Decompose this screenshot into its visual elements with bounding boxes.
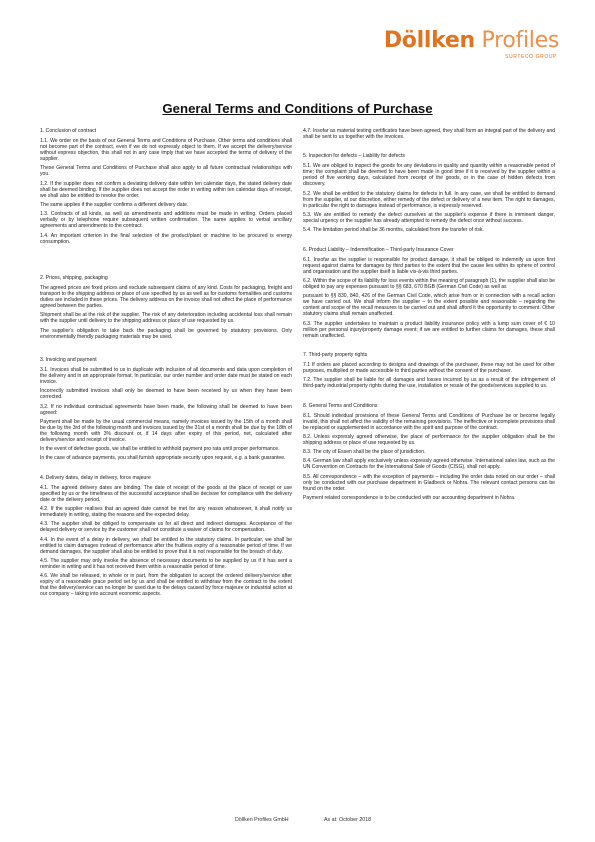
paragraph: 7.2. The supplier shall be liable for all damages and losses incurred by us as a result of the infringement of third-party industrial property rights during the use, installation or resale of the goods/services supplied to us. bbox=[303, 377, 555, 390]
paragraph: Payment related correspondence is to be conducted with our accounting department in Nohra. bbox=[303, 495, 516, 502]
paragraph: 6.1. Insofar as the supplier is responsible for product damage, it shall be obliged to indemnify us upon first request against claims for damages by third parties to the extent that the cause lies within its sphere of control and organisation and the supplier itself is liable vis-à-vis third parties. bbox=[303, 256, 555, 275]
paragraph: Incorrectly submitted invoices shall only be deemed to have been received by us when they have been corrected. bbox=[40, 388, 292, 401]
paragraph: 5.4. The limitation period shall be 36 months, calculated from the transfer of risk. bbox=[303, 227, 484, 234]
section-title: 7. Third-party property rights bbox=[303, 351, 368, 358]
paragraph: 8.1. Should individual provisions of these General Terms and Conditions of Purchase be or become legally invalid, this shall not affect the validity of the remaining provisions. The ineffective or incomplete provisions shall be replaced or supplemented in accordance with the spirit and purpose of the contract. bbox=[303, 412, 555, 431]
logo-wordmark bbox=[384, 30, 559, 52]
section-title: 3. Invoicing and payment bbox=[40, 356, 97, 363]
paragraph: 1.3. Contracts of all kinds, as well as amendments and additions must be made in writing. Orders placed verbally or by telephone require subsequent written confirmation. The same applies to verbal ancillary agreements and amendments to the contract. bbox=[40, 211, 292, 230]
paragraph: 5.2. We shall be entitled to the statutory claims for defects in full. In any case, we shall be entitled to demand from the supplier, at our discretion, either remedy of the defect or delivery of a new item. The right to damages, in particular the right to damages instead of performance, is expressly reserved. bbox=[303, 190, 555, 209]
footer-date: As at: October 2018 bbox=[324, 817, 372, 823]
paragraph: 6.2. Within the scope of its liability for loss events within the meaning of paragraph (1), the supplier shall also be obliged to pay any expenses pursuant to §§ 683, 670 BGB (German Civil Code) as well as bbox=[303, 277, 555, 290]
paragraph: 1.4. An important criterion in the final selection of the product/plant or machine to be procured is energy consumption. bbox=[40, 232, 292, 245]
section-title: 4. Delivery dates, delay in delivery, force majeure bbox=[40, 474, 151, 481]
document-title: General Terms and Conditions of Purchase bbox=[162, 101, 433, 116]
paragraph: 8.5. All correspondence – with the exception of payments – including the order data noted on our order – shall only be conducted with our purchase department in Gladbeck or Nohra. The relevant contact persons can be found on the order. bbox=[303, 473, 555, 492]
paragraph: The agreed prices are fixed prices and exclude subsequent claims of any kind. Costs for packaging, freight and transport to the shipping address or place of use specified by us as well as for customs formalities and customs duties are included in these prices. The delivery address on the invoice shall not affect the place of performance agreed between the parties. bbox=[40, 284, 292, 310]
paragraph: These General Terms and Conditions of Purchase shall also apply to all future contractual relationships with you. bbox=[40, 165, 292, 178]
paragraph: The supplier's obligation to take back the packaging shall be governed by statutory provisions. Only environmentally friendly packaging materials may be used. bbox=[40, 327, 292, 340]
paragraph: Payment shall be made by the usual commercial means, namely invoices issued by the 15th of a month shall be due by the 3rd of the following month and invoices issued by the 31st of a month shall be due by the 18th of the following month with 3% discount or, if 14 days after expiry of this period, net, calculated after delivery/service and receipt of invoice. bbox=[40, 418, 292, 443]
paragraph: 8.2. Unless expressly agreed otherwise, the place of performance for the supplier obligation shall be the shipping address or place of use requested by us. bbox=[303, 433, 555, 446]
logo-group-name: SURTECO GROUP bbox=[505, 54, 557, 60]
section-title: 5. Inspection for defects – Liability for defects bbox=[303, 153, 405, 160]
paragraph: 7.1 If orders are placed according to designs and drawings of the purchaser, these may not be used for other purposes, multiplied or made accessible to third parties without the consent of the purchaser. bbox=[303, 361, 555, 374]
section-title: 2. Prices, shipping, packaging bbox=[40, 274, 108, 281]
paragraph: 4.5. The supplier may only invoke the absence of necessary documents to be supplied by us if it has sent a reminder in writing and it has not received them within a reasonable period of time. bbox=[40, 557, 292, 570]
logo-name-bold: Döllken bbox=[383, 28, 475, 53]
paragraph: 4.1. The agreed delivery dates are binding. The date of receipt of the goods at the place of receipt or use specified by us or the timeliness of the successful acceptance shall be decisive for compliance with the delivery date or the delivery period. bbox=[40, 484, 292, 503]
section-title: 8. General Terms and Conditions bbox=[303, 402, 378, 409]
paragraph: 3.2. If no individual contractual agreements have been made, the following shall be deemed to have been agreed: bbox=[40, 403, 292, 416]
section-title: 6. Product Liability – Indemnification – Third-party Insurance Cover bbox=[303, 246, 454, 253]
paragraph: The same applies if the supplier confirms a different delivery date. bbox=[40, 202, 189, 209]
paragraph: 1.1. We order on the basis of our General Terms and Conditions of Purchase. Other terms and conditions shall not become part of the contract, even if we do not expressly object to them. If we accept the delivery/service without express objection, this shall not in any case imply that we have accepted the terms of delivery of the supplier. bbox=[40, 138, 292, 163]
section-title: 1. Conclusion of contract bbox=[40, 128, 97, 134]
right-column bbox=[303, 128, 555, 504]
paragraph: 4.2. If the supplier realises that an agreed date cannot be met for any reason whatsoever, it shall notify us immediately in writing, stating the reasons and the expected delay. bbox=[40, 506, 292, 519]
paragraph: In the event of defective goods, we shall be entitled to withhold payment pro rata until proper performance. bbox=[40, 446, 280, 453]
paragraph: 5.3. We are entitled to remedy the defect ourselves at the supplier's expense if there is imminent danger, special urgency or the supplier has already attempted to remedy the defect once without success. bbox=[303, 212, 555, 225]
logo-name-light: Profiles bbox=[474, 28, 559, 53]
left-column bbox=[40, 128, 292, 601]
paragraph: 4.3. The supplier shall be obliged to compensate us for all direct and indirect damages. Acceptance of the delayed delivery or service by the customer shall not constitute a waiver of claims for compensation. bbox=[40, 521, 292, 534]
paragraph: pursuant to §§ 830, 840, 426 of the German Civil Code, which arise from or in connection with a recall action we have carried out. We shall inform the supplier – to the extent possible and reasonable – regarding the content and scope of the recall measures to be carried out and shall afford it the opportunity to comment. Other statutory claims shall remain unaffected. bbox=[303, 293, 555, 318]
paragraph: In the case of advance payments, you shall furnish appropriate security upon request, e.g. a bank guarantee. bbox=[40, 455, 286, 462]
paragraph: 1.2. If the supplier does not confirm a deviating delivery date within ten calendar days, the stated delivery date shall be deemed binding. If the supplier does not accept the order in writing within ten calendar days of receipt, we shall also be entitled to revoke the order. bbox=[40, 180, 292, 199]
paragraph: 6.3. The supplier undertakes to maintain a product liability insurance policy with a lump sum cover of € 10 million per personal injury/property damage event; if we are entitled to further claims for damages, these shall remain unaffected. bbox=[303, 320, 555, 339]
footer-company: Döllken Profiles GmbH bbox=[235, 817, 289, 823]
paragraph: 5.1. We are obliged to inspect the goods for any deviations in quality and quantity within a reasonable period of time; the complaint shall be deemed to have been made in good time if it is received by the supplier within a period of five working days, calculated from receipt of the goods, or in the case of hidden defects from discovery. bbox=[303, 163, 555, 188]
company-logo bbox=[384, 30, 559, 60]
paragraph: Shipment shall be at the risk of the supplier. The risk of any deterioration including accidental loss shall remain with the supplier until delivery to the shipping address or place of use requested by us. bbox=[40, 312, 292, 325]
paragraph: 4.6. We shall be released, in whole or in part, from the obligation to accept the ordered delivery/service after expiry of a reasonable grace period set by us and shall be entitled to withdraw from the contract to the extent that the delivery/service can no longer be used due to the delays caused by force majeure or industrial action at our company – taking into account economic aspects. bbox=[40, 573, 292, 598]
paragraph: 4.7. Insofar as material testing certificates have been agreed, they shall form an integral part of the delivery and shall be sent to us together with the invoices. bbox=[303, 128, 555, 141]
paragraph: 8.3. The city of Essen shall be the place of jurisdiction. bbox=[303, 449, 426, 456]
paragraph: 8.4. German law shall apply exclusively unless expressly agreed otherwise. International sales law, such as the UN Convention on Contracts for the International Sale of Goods (CISG), shall not apply. bbox=[303, 458, 555, 471]
paragraph: 3.1. Invoices shall be submitted to us in duplicate with inclusion of all documents and data upon completion of the delivery and in an appropriate format. In particular, our order number and order date must be stated on each invoice. bbox=[40, 366, 292, 385]
paragraph: 4.4. In the event of a delay in delivery, we shall be entitled to the statutory claims. In particular, we shall be entitled to claim damages instead of performance after the fruitless expiry of a reasonable period of time. If we demand damages, the supplier shall also be entitled to prove that it is not responsible for the breach of duty. bbox=[40, 536, 292, 555]
